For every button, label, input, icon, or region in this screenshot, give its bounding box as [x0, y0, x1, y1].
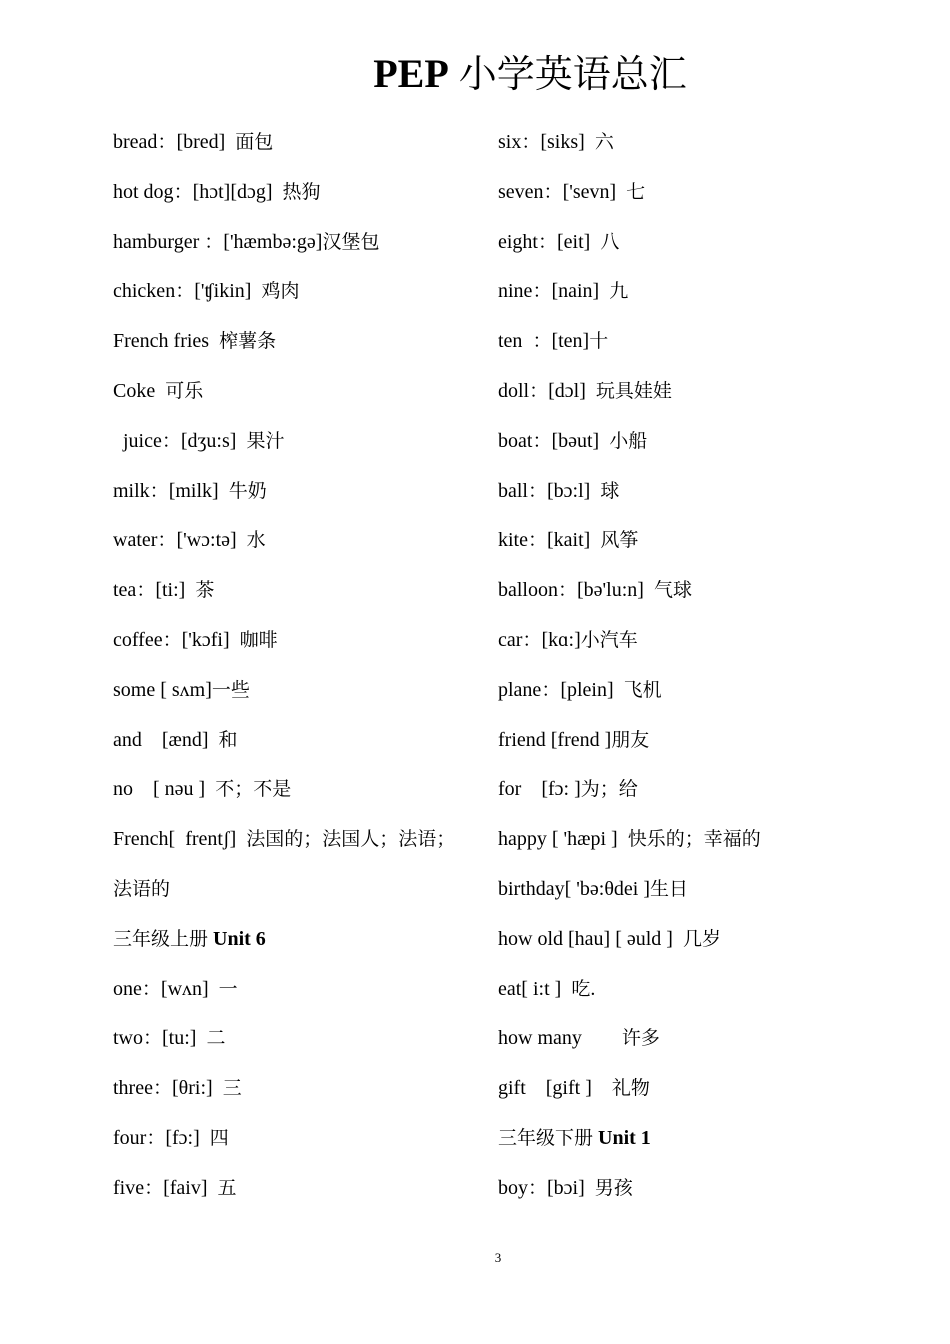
vocabulary-entry: water：['wɔ:tə] 水: [113, 529, 266, 552]
vocabulary-entry: friend [frend ]朋友: [498, 728, 650, 751]
vocabulary-entry: plane：[plein] 飞机: [498, 678, 662, 701]
vocabulary-entry: hamburger ：['hæmbə:gə]汉堡包: [113, 230, 380, 253]
vocabulary-entry: how old [hau] [ əuld ] 几岁: [498, 927, 721, 950]
unit-heading: [498, 1114, 838, 1164]
vocabulary-entry: nine：[nain] 九: [498, 280, 629, 303]
unit-heading-unit: Unit 6: [213, 927, 266, 950]
vocabulary-entry: happy [ 'hæpi ] 快乐的；幸福的: [498, 828, 761, 851]
vocabulary-entry: car：[kɑ:]小汽车: [498, 628, 638, 651]
vocabulary-column-left: [113, 118, 498, 1214]
page-number: 3: [494, 1250, 502, 1265]
vocabulary-entry: French fries 榨薯条: [113, 330, 277, 353]
unit-heading: [113, 915, 498, 965]
vocabulary-entry: seven：['sevn] 七: [498, 180, 646, 203]
page-title-latin: PEP: [373, 51, 449, 96]
vocabulary-entry: no [ nəu ] 不；不是: [113, 778, 292, 801]
vocabulary-entry: for [fɔ: ]为；给: [498, 778, 638, 801]
vocabulary-entry: bread：[bred] 面包: [113, 131, 274, 153]
vocabulary-entry: four：[fɔ:] 四: [113, 1126, 229, 1149]
vocabulary-entry: French[ frentʃ] 法国的；法国人；法语；: [113, 828, 456, 851]
vocabulary-entry: one：[wʌn] 一: [113, 977, 238, 1000]
vocabulary-entry: coffee：['kɔfi] 咖啡: [113, 628, 278, 651]
vocabulary-entry: two：[tu:] 二: [113, 1027, 226, 1050]
page-title-cjk: 小学英语总汇: [458, 52, 687, 96]
unit-heading-grade: 三年级下册: [498, 1126, 594, 1149]
vocabulary-entry: five：[faiv] 五: [113, 1176, 237, 1199]
vocabulary-entry: kite：[kait] 风筝: [498, 529, 639, 552]
unit-heading-unit: Unit 1: [598, 1126, 651, 1149]
vocabulary-entry: doll：[dɔl] 玩具娃娃: [498, 379, 672, 402]
vocabulary-entry: three：[θri:] 三: [113, 1077, 242, 1100]
vocabulary-entry: how many 许多: [498, 1027, 660, 1050]
vocabulary-entry: eight：[eit] 八: [498, 230, 620, 253]
vocabulary-entry: juice：[dʒu:s] 果汁: [113, 429, 285, 452]
vocabulary-entry: boat：[bəut] 小船: [498, 429, 648, 452]
vocabulary-column-right: [498, 118, 838, 1214]
vocabulary-entry: birthday[ 'bə:θdei ]生日: [498, 877, 689, 900]
vocabulary-entry: gift [gift ] 礼物: [498, 1077, 650, 1100]
vocabulary-entry: balloon：[bə'lu:n] 气球: [498, 579, 692, 602]
vocabulary-entry: boy：[bɔi] 男孩: [498, 1176, 633, 1199]
page-title: [0, 48, 950, 100]
vocabulary-entry: Coke 可乐: [113, 379, 204, 402]
unit-heading-grade: 三年级上册: [113, 927, 209, 950]
vocabulary-entry: milk：[milk] 牛奶: [113, 479, 267, 502]
vocabulary-entry: eat[ i:t ] 吃.: [498, 977, 596, 1000]
vocabulary-entry: chicken：['ʧikin] 鸡肉: [113, 280, 300, 303]
vocabulary-entry: some [ sʌm]一些: [113, 678, 250, 701]
vocabulary-entry: ball：[bɔ:l] 球: [498, 479, 620, 502]
vocabulary-entry: six：[siks] 六: [498, 131, 614, 153]
vocabulary-entry: tea：[ti:] 茶: [113, 579, 215, 602]
vocabulary-entry: hot dog：[hɔt][dɔg] 热狗: [113, 180, 321, 203]
vocabulary-entry: ten ：[ten]十: [498, 330, 609, 353]
vocabulary-entry: 法语的: [113, 877, 171, 900]
vocabulary-entry: and [ænd] 和: [113, 728, 238, 751]
